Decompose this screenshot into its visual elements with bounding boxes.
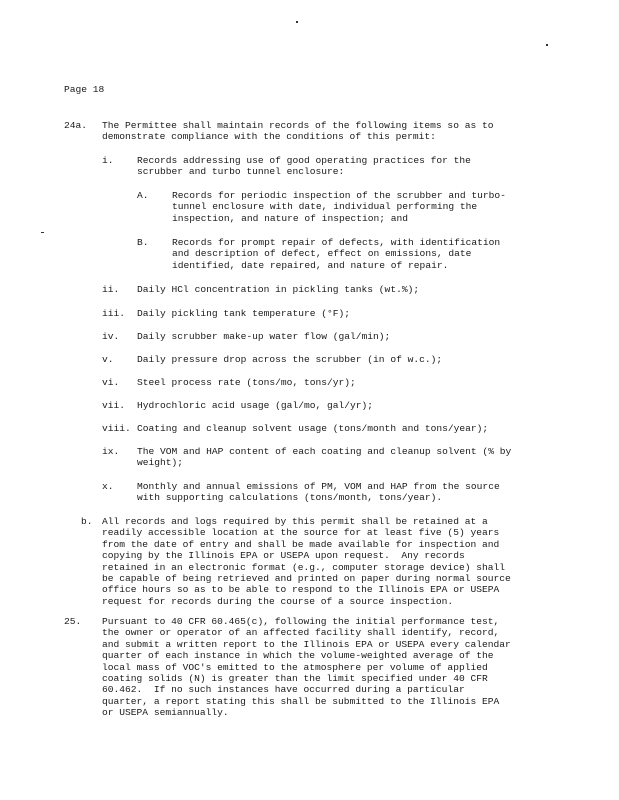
text-line: The VOM and HAP content of each coating and cleanup solvent (% by bbox=[137, 446, 512, 457]
item-vi-text: Steel process rate (tons/mo, tons/yr); bbox=[137, 377, 356, 388]
text-line: Records for periodic inspection of the scrubber and turbo- bbox=[172, 190, 506, 201]
text-line: The Permittee shall maintain records of the following items so as to bbox=[102, 120, 494, 131]
item-ix-text bbox=[137, 446, 511, 469]
text-line: scrubber and turbo tunnel enclosure: bbox=[137, 166, 345, 178]
text-line: with supporting calculations (tons/month, tons/year). bbox=[137, 492, 443, 504]
item-vii-number: vii. bbox=[102, 400, 126, 411]
text-line: demonstrate compliance with the conditions of this permit: bbox=[102, 131, 436, 143]
page-number: Page 18 bbox=[64, 84, 105, 95]
text-line: and description of defect, effect on emissions, date bbox=[172, 248, 472, 260]
item-24a-number: 24a. bbox=[64, 120, 88, 131]
text-line: request for records during the course of a source inspection. bbox=[102, 595, 454, 607]
scan-speck bbox=[296, 21, 298, 23]
item-ii-number: ii. bbox=[102, 284, 120, 295]
text-line: be capable of being retrieved and printed on paper during normal source bbox=[102, 573, 511, 585]
scan-speck bbox=[41, 232, 44, 233]
item-v-text: Daily pressure drop across the scrubber (in of w.c.); bbox=[137, 354, 443, 365]
item-x-text bbox=[137, 481, 500, 504]
item-iii-text: Daily pickling tank temperature (°F); bbox=[137, 308, 351, 319]
text-line: inspection, and nature of inspection; and bbox=[172, 212, 409, 224]
text-line: from the date of entry and shall be made available for inspection and bbox=[102, 538, 500, 550]
item-B-number: B. bbox=[137, 237, 149, 248]
item-x-number: x. bbox=[102, 481, 114, 492]
item-viii-number: viii. bbox=[102, 423, 131, 434]
text-line: coating solids (N) is greater than the limit specified under 40 CFR bbox=[102, 673, 488, 685]
item-25-number: 25. bbox=[64, 616, 82, 627]
item-viii-text: Coating and cleanup solvent usage (tons/month and tons/year); bbox=[137, 423, 489, 434]
item-iv-text: Daily scrubber make-up water flow (gal/min); bbox=[137, 331, 391, 342]
item-ii-text: Daily HCl concentration in pickling tanks (wt.%); bbox=[137, 284, 420, 295]
text-line: office hours so as to be able to respond to the Illinois EPA or USEPA bbox=[102, 584, 500, 596]
text-line: and submit a written report to the Illinois EPA or USEPA every calendar bbox=[102, 638, 511, 650]
text-line: copying by the Illinois EPA or USEPA upon request. Any records bbox=[102, 550, 465, 562]
text-line: All records and logs required by this permit shall be retained at a bbox=[102, 516, 488, 527]
text-line: Records for prompt repair of defects, with identification bbox=[172, 237, 501, 248]
item-i-number: i. bbox=[102, 155, 114, 166]
item-ix-number: ix. bbox=[102, 446, 120, 457]
scan-speck bbox=[546, 44, 548, 46]
item-25-text bbox=[102, 616, 511, 719]
text-line: weight); bbox=[137, 457, 184, 469]
text-line: identified, date repaired, and nature of repair. bbox=[172, 259, 449, 271]
item-A-text bbox=[172, 190, 506, 224]
item-B-text bbox=[172, 237, 500, 271]
text-line: 60.462. If no such instances have occurred during a particular bbox=[102, 684, 465, 696]
item-24a-intro bbox=[102, 120, 494, 143]
text-line: or USEPA semiannually. bbox=[102, 707, 229, 719]
text-line: quarter, a report stating this shall be submitted to the Illinois EPA bbox=[102, 695, 500, 707]
text-line: the owner or operator of an affected facility shall identify, record, bbox=[102, 627, 500, 639]
text-line: Records addressing use of good operating practices for the bbox=[137, 155, 471, 166]
item-vi-number: vi. bbox=[102, 377, 120, 388]
item-24b-number: b. bbox=[81, 516, 93, 527]
text-line: Pursuant to 40 CFR 60.465(c), following the initial performance test, bbox=[102, 616, 500, 627]
text-line: tunnel enclosure with date, individual performing the bbox=[172, 201, 478, 213]
text-line: quarter of each instance in which the volume-weighted average of the bbox=[102, 650, 494, 662]
item-v-number: v. bbox=[102, 354, 114, 365]
text-line: Monthly and annual emissions of PM, VOM and HAP from the source bbox=[137, 481, 500, 492]
item-i-text bbox=[137, 155, 471, 178]
item-iv-number: iv. bbox=[102, 331, 120, 342]
item-vii-text: Hydrochloric acid usage (gal/mo, gal/yr); bbox=[137, 400, 374, 411]
item-iii-number: iii. bbox=[102, 308, 126, 319]
text-line: local mass of VOC's emitted to the atmosphere per volume of applied bbox=[102, 661, 488, 673]
item-24b-text bbox=[102, 516, 511, 607]
text-line: retained in an electronic format (e.g., computer storage device) shall bbox=[102, 561, 506, 573]
item-A-number: A. bbox=[137, 190, 149, 201]
text-line: readily accessible location at the source for at least five (5) years bbox=[102, 527, 500, 539]
